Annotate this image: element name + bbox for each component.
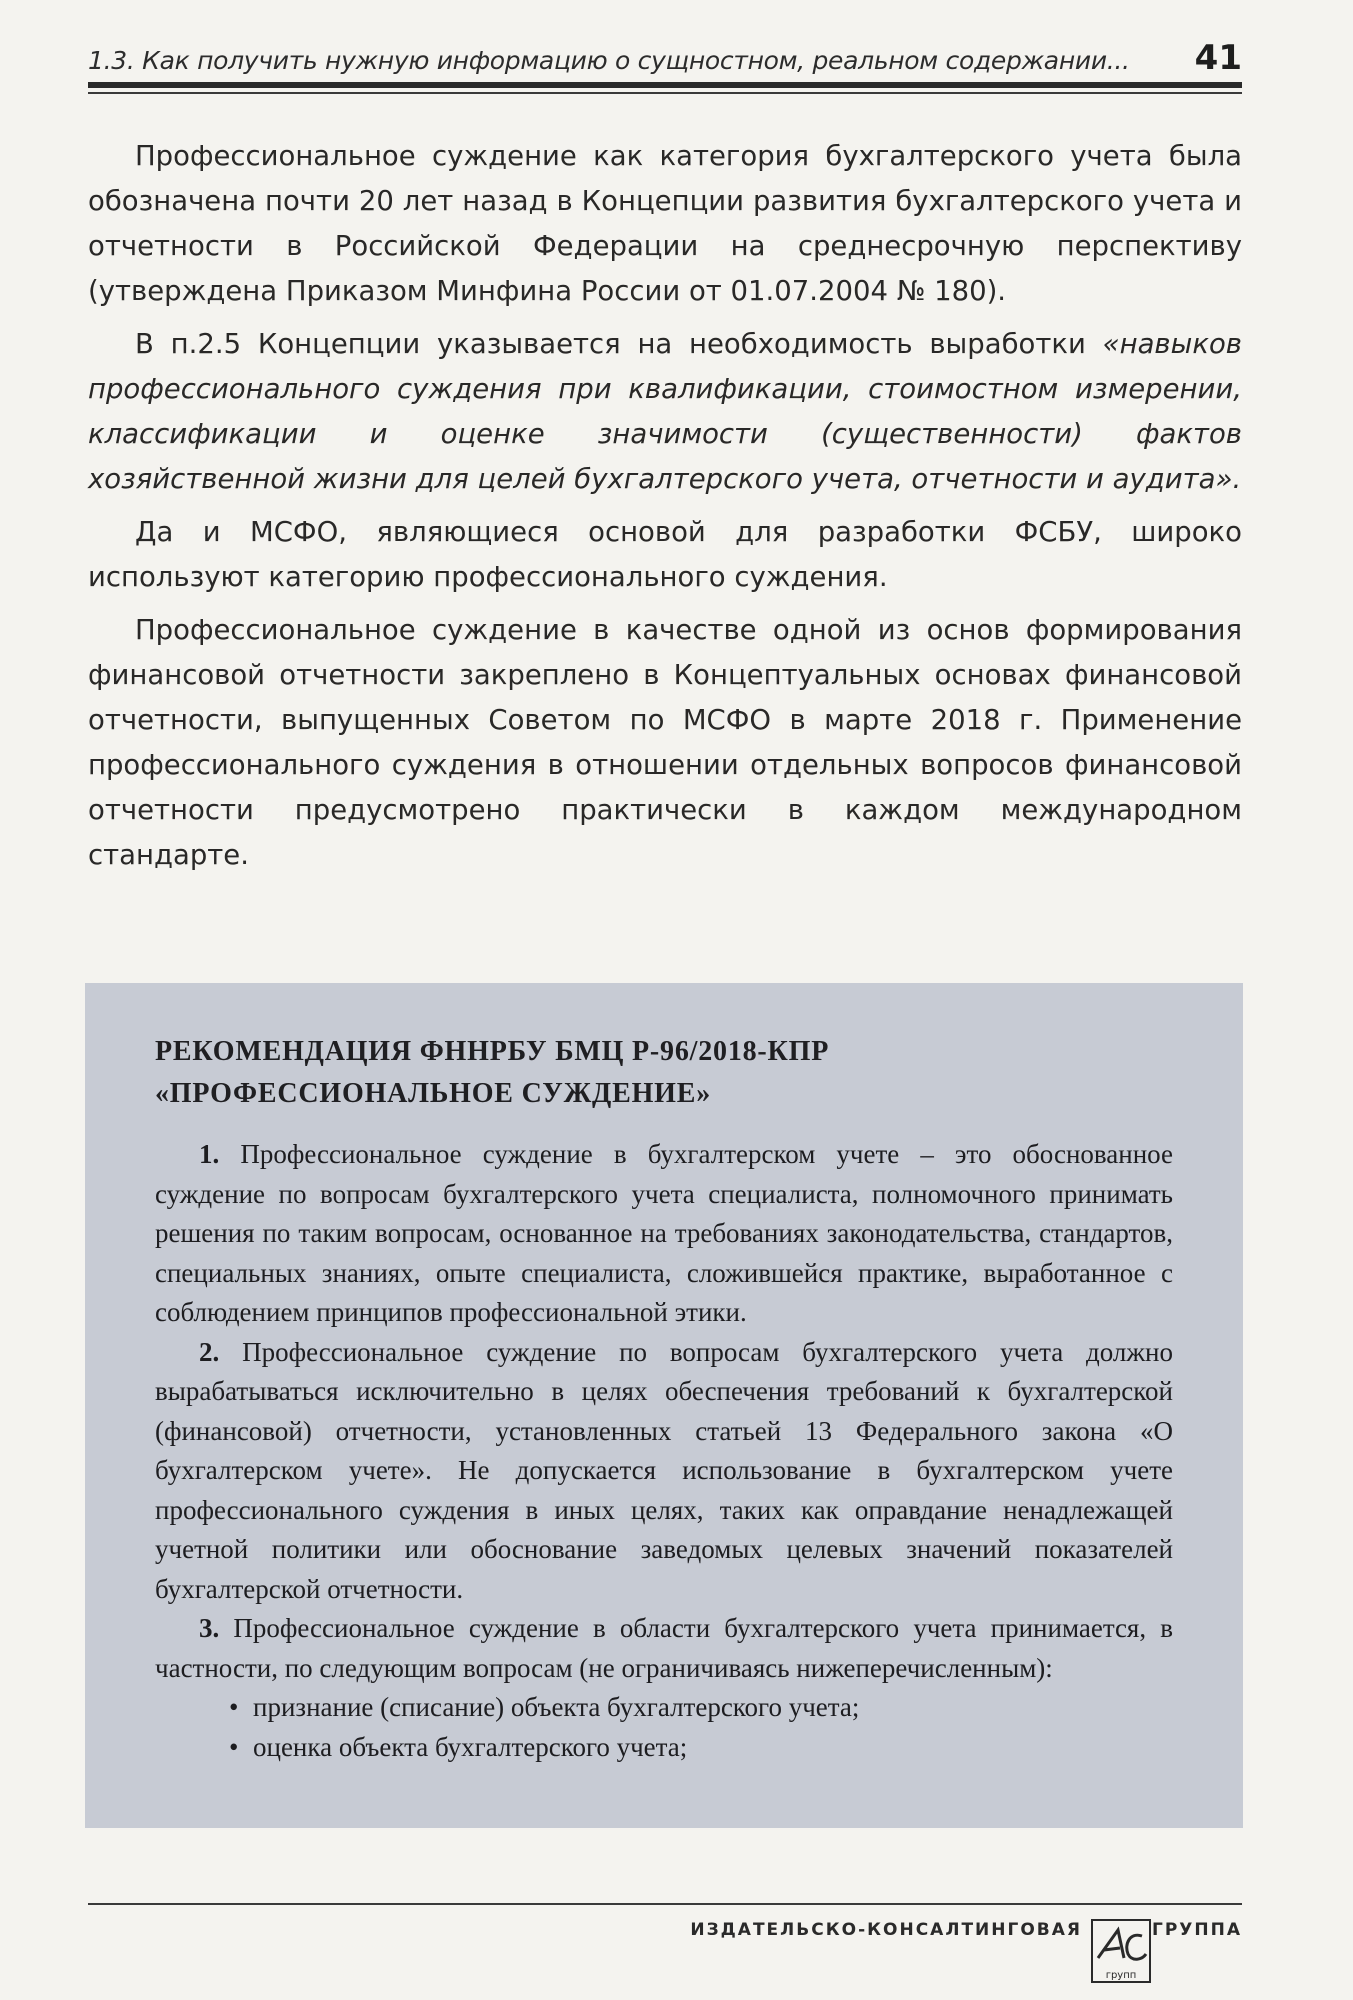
header-rule-thick xyxy=(88,82,1242,88)
body-text xyxy=(88,134,1242,886)
publisher-logo-caption: групп xyxy=(1105,1970,1137,1981)
running-header xyxy=(88,38,1242,80)
body-paragraph: Да и МСФО, являющиеся основой для разработки ФСБУ, широко используют категорию профессионального суждения. xyxy=(88,516,1242,593)
recommendation-item xyxy=(155,1333,1173,1610)
recommendation-body xyxy=(155,1135,1173,1767)
recommendation-title xyxy=(155,1031,1173,1115)
body-paragraph-with-quote xyxy=(88,322,1242,502)
header-rule-thin xyxy=(88,92,1242,94)
running-header-title: 1.3. Как получить нужную информацию о сущностном, реальном содержании... xyxy=(88,46,1130,75)
recommendation-box xyxy=(85,983,1243,1828)
recommendation-title-line: «ПРОФЕССИОНАЛЬНОЕ СУЖДЕНИЕ» xyxy=(155,1078,712,1109)
publisher-name-right: ГРУППА xyxy=(1151,1920,1242,1940)
bullet-icon: • xyxy=(229,1731,239,1762)
list-item xyxy=(229,1728,1173,1768)
body-paragraph-lead: В п.2.5 Концепции указывается на необходимость выработки xyxy=(135,328,1103,360)
recommendation-item-number: 2. xyxy=(199,1336,220,1367)
page-number: 41 xyxy=(1194,38,1242,78)
body-quote: «навыков профессионального суждения при квалификации, стоимостном измерении, классификации и оценке значимости (существенности) фактов хозяйственной жизни для целей бухгалтерского учета, отчетности и аудита». xyxy=(88,328,1242,495)
recommendation-item-text: Профессиональное суждение в бухгалтерском учете – это обоснованное суждение по вопросам бухгалтерского учета специалиста, полномочного принимать решения по таким вопросам, основанное на требованиях законодательства, стандартов, специальных знаниях, опыте специалиста, сложившейся практике, выработанное с соблюдением принципов профессиональной этики. xyxy=(155,1139,1173,1327)
recommendation-item xyxy=(155,1609,1173,1688)
list-item-text: признание (списание) объекта бухгалтерского учета; xyxy=(253,1692,860,1722)
bullet-icon: • xyxy=(229,1692,239,1722)
publisher-logo-icon xyxy=(1090,1918,1152,1984)
recommendation-item xyxy=(155,1135,1173,1333)
publisher-name-left: ИЗДАТЕЛЬСКО-КОНСАЛТИНГОВАЯ xyxy=(690,1920,1082,1940)
publisher-footer xyxy=(88,1918,1242,1988)
recommendation-item-text: Профессиональное суждение по вопросам бухгалтерского учета должно вырабатываться исключительно в целях обеспечения требований к бухгалтерской (финансовой) отчетности, установленных статьей 13 Федерального закона «О бухгалтерском учете». Не допускается использование в бухгалтерском учете профессионального суждения в иных целях, таких как оправдание ненадлежащей учетной политики или обоснование заведомых целевых значений показателей бухгалтерской отчетности. xyxy=(155,1336,1173,1604)
recommendation-item-number: 1. xyxy=(199,1139,220,1169)
footer-rule xyxy=(88,1903,1242,1905)
list-item xyxy=(229,1688,1173,1728)
body-paragraph: Профессиональное суждение в качестве одной из основ формирования финансовой отчетности закреплено в Концептуальных основах финансовой отчетности, выпущенных Советом по МСФО в марте 2018 г. Применение профессионального суждения в отношении отдельных вопросов финансовой отчетности предусмотрено практически в каждом международном стандарте. xyxy=(88,614,1242,871)
recommendation-item-text: Профессиональное суждение в области бухгалтерского учета принимается, в частности, по следующим вопросам (не ограничиваясь нижеперечисленным): xyxy=(155,1613,1173,1683)
recommendation-bullet-list xyxy=(155,1688,1173,1767)
list-item-text: оценка объекта бухгалтерского учета; xyxy=(253,1731,688,1762)
recommendation-item-number: 3. xyxy=(199,1613,220,1643)
body-paragraph: Профессиональное суждение как категория бухгалтерского учета была обозначена почти 20 лет назад в Концепции развития бухгалтерского учета и отчетности в Российской Федерации на среднесрочную перспективу (утверждена Приказом Минфина России от 01.07.2004 № 180). xyxy=(88,140,1242,307)
recommendation-title-line: РЕКОМЕНДАЦИЯ ФННРБУ БМЦ Р-96/2018-КПР xyxy=(155,1036,830,1067)
